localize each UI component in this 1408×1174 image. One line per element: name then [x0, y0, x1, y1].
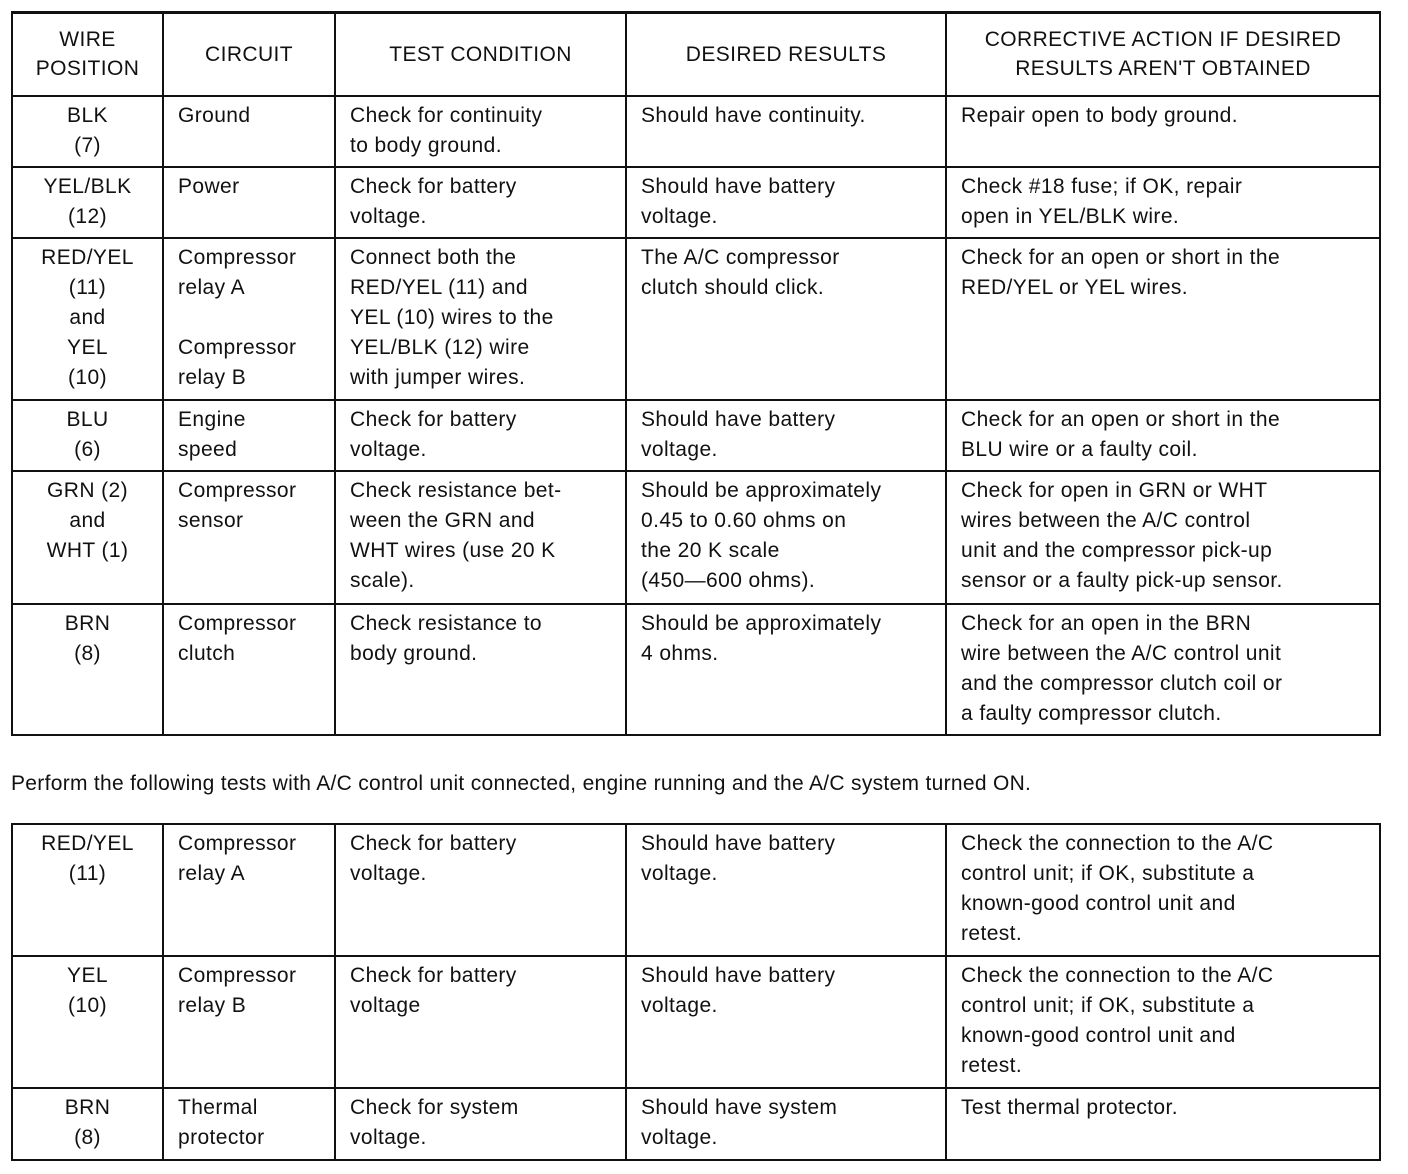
- circuit-cell: Power: [163, 167, 335, 238]
- wire-position-cell: RED/YEL (11) and YEL (10): [12, 238, 163, 400]
- wire-position-cell: RED/YEL (11): [12, 824, 163, 956]
- test-condition-cell: Check for battery voltage.: [335, 824, 626, 956]
- wire-position-cell: BLK (7): [12, 96, 163, 167]
- circuit-cell: Thermal protector: [163, 1088, 335, 1160]
- corrective-action-cell: Check the connection to the A/C control unit; if OK, substitute a known-good control unit and retest.: [946, 956, 1380, 1088]
- header-test-condition: TEST CONDITION: [335, 13, 626, 96]
- test-condition-cell: Check for battery voltage.: [335, 167, 626, 238]
- wire-position-cell: BRN (8): [12, 604, 163, 735]
- desired-results-cell: Should have battery voltage.: [626, 824, 946, 956]
- test-condition-cell: Check for continuity to body ground.: [335, 96, 626, 167]
- corrective-action-cell: Check for an open in the BRN wire between the A/C control unit and the compressor clutch coil or a faulty compressor clutch.: [946, 604, 1380, 735]
- test-table-connector-disconnected: [11, 11, 1381, 736]
- table-row: [12, 96, 1380, 167]
- circuit-cell: Compressor relay B: [163, 956, 335, 1088]
- desired-results-cell: Should be approximately 4 ohms.: [626, 604, 946, 735]
- desired-results-cell: Should have system voltage.: [626, 1088, 946, 1160]
- corrective-action-cell: Check #18 fuse; if OK, repair open in YEL/BLK wire.: [946, 167, 1380, 238]
- wire-position-cell: BRN (8): [12, 1088, 163, 1160]
- table-row: [12, 956, 1380, 1088]
- header-circuit: CIRCUIT: [163, 13, 335, 96]
- table-row: [12, 167, 1380, 238]
- instruction-note: Perform the following tests with A/C control unit connected, engine running and the A/C system turned ON.: [11, 772, 1032, 795]
- wire-position-cell: YEL/BLK (12): [12, 167, 163, 238]
- table-row: [12, 1088, 1380, 1160]
- corrective-action-cell: Check for an open or short in the RED/YEL or YEL wires.: [946, 238, 1380, 400]
- test-table-system-on: [11, 823, 1381, 1161]
- table-row: [12, 238, 1380, 400]
- table-header-row: [12, 13, 1380, 96]
- desired-results-cell: Should have battery voltage.: [626, 400, 946, 471]
- desired-results-cell: Should be approximately 0.45 to 0.60 ohms on the 20 K scale (450—600 ohms).: [626, 471, 946, 604]
- header-corrective-action: CORRECTIVE ACTION IF DESIRED RESULTS AREN'T OBTAINED: [946, 13, 1380, 96]
- test-condition-cell: Check resistance to body ground.: [335, 604, 626, 735]
- corrective-action-cell: Repair open to body ground.: [946, 96, 1380, 167]
- test-condition-cell: Check for battery voltage.: [335, 400, 626, 471]
- circuit-cell: Engine speed: [163, 400, 335, 471]
- test-condition-cell: Check resistance bet- ween the GRN and WHT wires (use 20 K scale).: [335, 471, 626, 604]
- desired-results-cell: The A/C compressor clutch should click.: [626, 238, 946, 400]
- desired-results-cell: Should have continuity.: [626, 96, 946, 167]
- test-condition-cell: Check for battery voltage: [335, 956, 626, 1088]
- test-condition-cell: Check for system voltage.: [335, 1088, 626, 1160]
- corrective-action-cell: Check for open in GRN or WHT wires between the A/C control unit and the compressor pick-up sensor or a faulty pick-up sensor.: [946, 471, 1380, 604]
- circuit-cell: Ground: [163, 96, 335, 167]
- wire-position-cell: YEL (10): [12, 956, 163, 1088]
- table-row: [12, 824, 1380, 956]
- wire-position-cell: BLU (6): [12, 400, 163, 471]
- circuit-cell: Compressor sensor: [163, 471, 335, 604]
- corrective-action-cell: Test thermal protector.: [946, 1088, 1380, 1160]
- header-desired-results: DESIRED RESULTS: [626, 13, 946, 96]
- desired-results-cell: Should have battery voltage.: [626, 167, 946, 238]
- table-row: [12, 471, 1380, 604]
- circuit-cell: Compressor relay A Compressor relay B: [163, 238, 335, 400]
- table-row: [12, 604, 1380, 735]
- wire-position-cell: GRN (2) and WHT (1): [12, 471, 163, 604]
- table-row: [12, 400, 1380, 471]
- header-wire-position: WIRE POSITION: [12, 13, 163, 96]
- desired-results-cell: Should have battery voltage.: [626, 956, 946, 1088]
- corrective-action-cell: Check for an open or short in the BLU wire or a faulty coil.: [946, 400, 1380, 471]
- circuit-cell: Compressor relay A: [163, 824, 335, 956]
- test-condition-cell: Connect both the RED/YEL (11) and YEL (10) wires to the YEL/BLK (12) wire with jumper wires.: [335, 238, 626, 400]
- circuit-cell: Compressor clutch: [163, 604, 335, 735]
- corrective-action-cell: Check the connection to the A/C control unit; if OK, substitute a known-good control unit and retest.: [946, 824, 1380, 956]
